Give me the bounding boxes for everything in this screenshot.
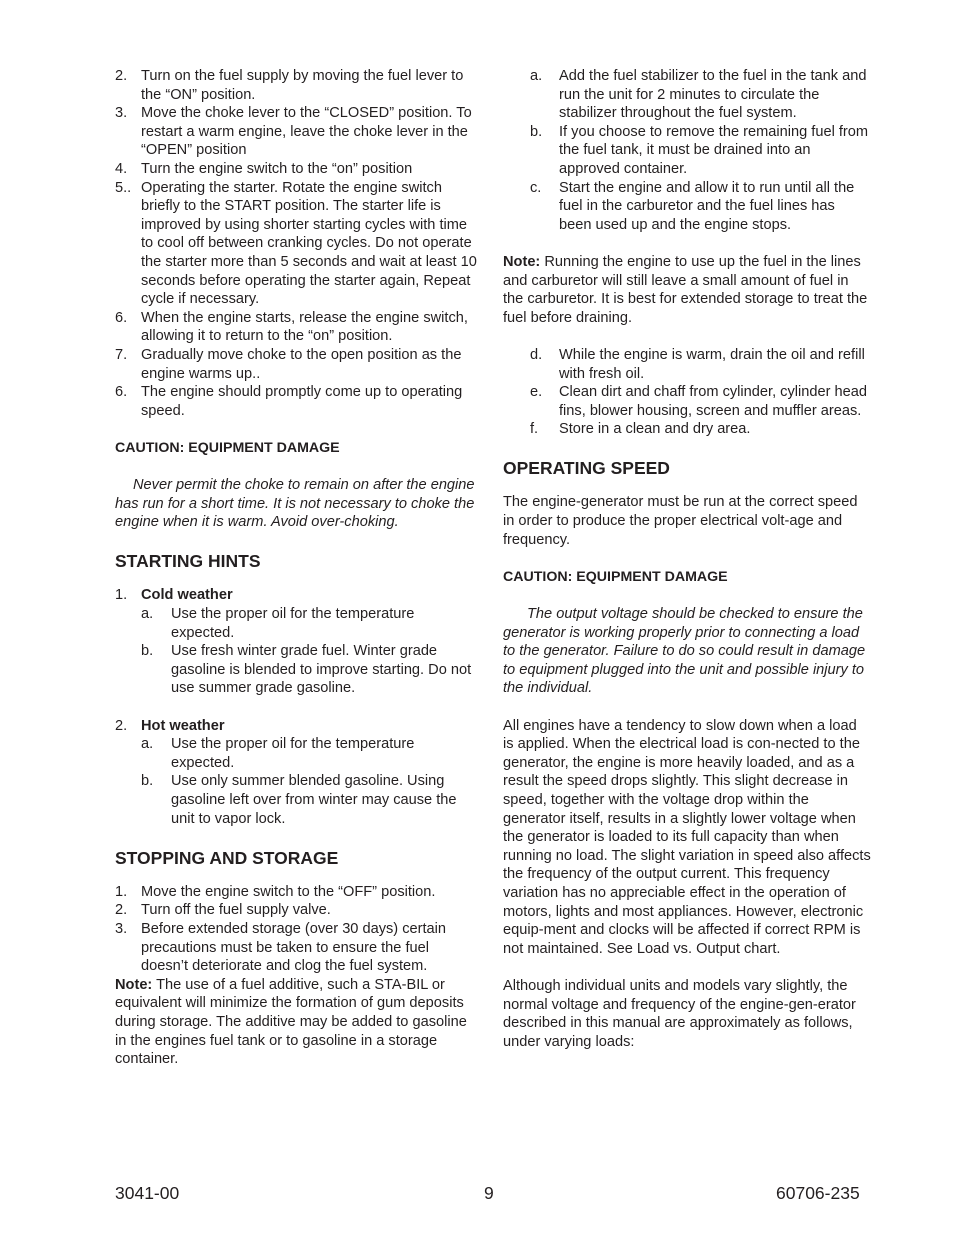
sub-list-item: b. Use only summer blended gasoline. Using gasoline left over from winter may cause the unit to vapor lock. [141, 773, 457, 827]
list-item: 3. Before extended storage (over 30 days) certain precautions must be taken to ensure the fuel doesn’t deteriorate and clog the fuel system. [115, 920, 447, 975]
sub-list-item: b. Use fresh winter grade fuel. Winter grade gasoline is blended to improve starting. Do not use summer grade gasoline. [141, 643, 472, 697]
sub-list-item: a. Add the fuel stabilizer to the fuel in the tank and run the unit for 2 minutes to circulate the stabilizer throughout the fuel system. [530, 68, 867, 122]
operating-paragraph: The engine-generator must be run at the correct speed in order to produce the proper electrical volt-age and frequency. [503, 494, 858, 548]
list-item: 6. The engine should promptly come up to operating speed. [115, 384, 463, 419]
section-heading-starting-hints: STARTING HINTS [115, 551, 261, 572]
right-column [503, 67, 871, 1051]
voltage-paragraph: Although individual units and models vary slightly, the normal voltage and frequency of the engine-gen-erator described in this manual are approximately as follows, under varying loads: [503, 977, 856, 1050]
list-item: 1. Move the engine switch to the “OFF” position. [115, 883, 436, 900]
note-paragraph: Note: Running the engine to use up the fuel in the lines and carburetor will still leave a small amount of fuel in the carburetor. It is best for extended storage to treat the fuel before draining. [503, 253, 868, 326]
list-item: 2. Turn on the fuel supply by moving the fuel lever to the “ON” position. [115, 68, 464, 103]
list-item: 7. Gradually move choke to the open position as the engine warms up.. [115, 346, 462, 382]
sub-list-item: c. Start the engine and allow it to run until all the fuel in the carburetor and the fuel lines has been used up and the engine stops. [530, 179, 855, 233]
sub-list-item: e. Clean dirt and chaff from cylinder, cylinder head fins, blower housing, screen and muffler areas. [530, 384, 867, 419]
note-paragraph: Note: The use of a fuel additive, such a STA-BIL or equivalent will minimize the formation of gum deposits during storage. The additive may be added to gasoline in the engines fuel tank or to gasoline in a storage container. [115, 976, 467, 1068]
speed-paragraph: All engines have a tendency to slow down when a load is applied. When the electrical load is con-nected to the generator, the engine is more heavily loaded, and as a result the speed drops slightly. This slight decrease in speed, together with the voltage drop within the generator itself, results in a slightly lower voltage when the generator is loaded to its full capacity than when running no load. The slight variation in speed also affects the frequency of the output current. This frequency variation has no appreciable effect in the operation of motors, lights and most appliances. However, electronic equip-ment and clocks will be affected if correct RPM is not maintained. See Load vs. Output chart. [503, 717, 871, 957]
footer-doc-number: 3041-00 [115, 1183, 180, 1203]
sub-list-item: a. Use the proper oil for the temperature expected. [141, 606, 415, 641]
left-column [115, 67, 480, 1069]
sub-list-item: b. If you choose to remove the remaining fuel from the fuel tank, it must be drained into an approved container. [530, 123, 869, 177]
sub-list-item: d. While the engine is warm, drain the oil and refill with fresh oil. [530, 346, 865, 382]
list-item: 2. Turn off the fuel supply valve. [115, 902, 331, 919]
list-item: 5.. Operating the starter. Rotate the engine switch briefly to the START position. The starter life is improved by using shorter starting cycles with time to cool off between cranking cycles. Do not operate the starter more than 5 seconds and wait at least 10 seconds before operating the starter again, Repeat cycle if necessary. [115, 179, 477, 308]
list-item: 3. Move the choke lever to the “CLOSED” position. To restart a warm engine, leave the choke lever in the “OPEN” position [115, 105, 472, 159]
caution-text: Never permit the choke to remain on after the engine has run for a short time. It is not necessary to choke the engine when it is warm. Avoid over-choking. [115, 477, 475, 531]
footer-part-number: 60706-235 [776, 1183, 860, 1203]
caution-text: The output voltage should be checked to ensure the generator is working properly prior to connecting a load to the generator. Failure to do so could result in damage to equipment plugged into the unit and possible injury to the individual. [503, 606, 866, 697]
section-heading-operating-speed: OPERATING SPEED [503, 458, 670, 479]
starting-steps-list [115, 67, 480, 420]
list-item: 6. When the engine starts, release the engine switch, allowing it to return to the “on” position. [115, 309, 468, 345]
list-item: 4. Turn the engine switch to the “on” position [115, 160, 413, 177]
page-number: 9 [484, 1183, 494, 1203]
sub-list-item: a. Use the proper oil for the temperature expected. [141, 736, 415, 771]
caution-heading: CAUTION: EQUIPMENT DAMAGE [503, 568, 728, 585]
sub-list-item: f. Store in a clean and dry area. [530, 421, 751, 438]
list-item: 1. Cold weather [115, 587, 233, 604]
section-heading-stopping: STOPPING AND STORAGE [115, 847, 339, 868]
caution-heading: CAUTION: EQUIPMENT DAMAGE [115, 439, 340, 456]
list-item: 2. Hot weather [115, 717, 225, 734]
